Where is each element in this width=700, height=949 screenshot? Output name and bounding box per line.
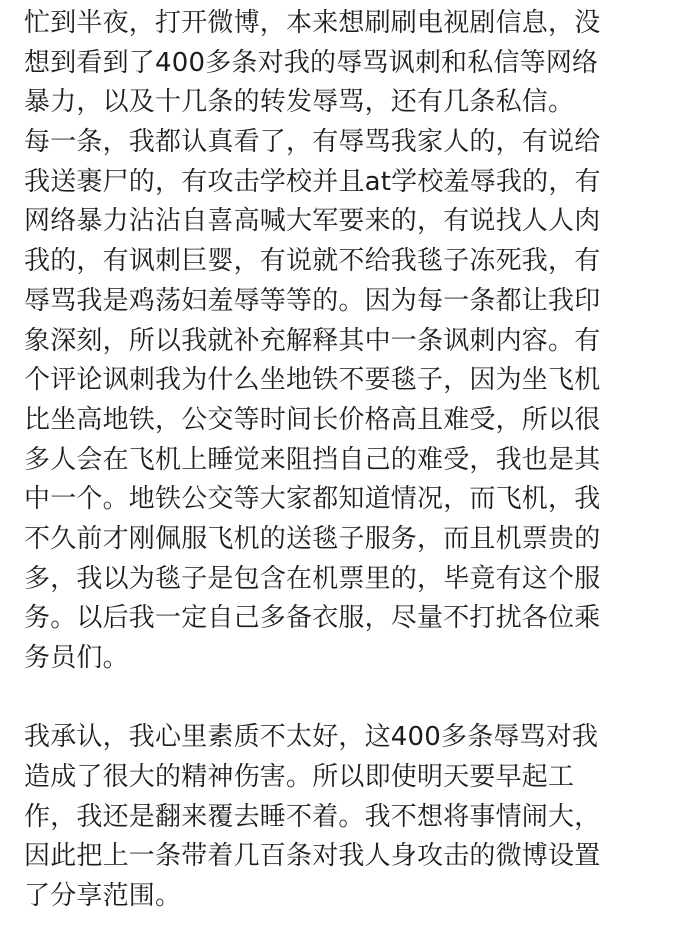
paragraph-1 (24, 4, 684, 679)
text-line: 务员们。 (24, 643, 129, 673)
text-line: 我的，有讽刺巨婴，有说就不给我毯子冻死我，有 (24, 246, 601, 277)
text-line: 暴力，以及十几条的转发辱骂，还有几条私信。 (24, 87, 575, 118)
text-line: 我承认，我心里素质不太好，这400多条辱骂对我 (24, 722, 599, 753)
text-line: 网络暴力沾沾自喜高喊大军要来的，有说找人人肉 (24, 206, 601, 237)
text-line: 每一条，我都认真看了，有辱骂我家人的，有说给 (24, 127, 601, 158)
text-line: 造成了很大的精神伤害。所以即使明天要早起工 (24, 762, 575, 793)
text-line: 不久前才刚佩服飞机的送毯子服务，而且机票贵的 (24, 523, 601, 554)
text-line: 比坐高地铁，公交等时间长价格高且难受，所以很 (24, 404, 601, 435)
text-line: 象深刻，所以我就补充解释其中一条讽刺内容。有 (24, 325, 601, 356)
text-line: 了分享范围。 (24, 881, 182, 912)
text-line: 我送裹尸的，有攻击学校并且at学校羞辱我的，有 (24, 166, 601, 197)
text-line: 因此把上一条带着几百条对我人身攻击的微博设置 (24, 841, 601, 872)
text-line: 想到看到了400多条对我的辱骂讽刺和私信等网络 (24, 47, 599, 78)
text-line: 中一个。地铁公交等大家都知道情况，而飞机，我 (24, 484, 601, 515)
post-body (24, 4, 684, 917)
text-line: 个评论讽刺我为什么坐地铁不要毯子，因为坐飞机 (24, 365, 601, 396)
paragraph-2 (24, 718, 684, 916)
text-line: 多人会在飞机上睡觉来阻挡自己的难受，我也是其 (24, 444, 601, 475)
text-line: 多，我以为毯子是包含在机票里的，毕竟有这个服 (24, 563, 601, 594)
text-line: 务。以后我一定自己多备衣服，尽量不打扰各位乘 (24, 603, 601, 634)
text-line: 作，我还是翻来覆去睡不着。我不想将事情闹大， (24, 801, 601, 832)
text-line: 忙到半夜，打开微博，本来想刷刷电视剧信息，没 (24, 8, 601, 38)
text-line: 辱骂我是鸡荡妇羞辱等等的。因为每一条都让我印 (24, 285, 601, 316)
